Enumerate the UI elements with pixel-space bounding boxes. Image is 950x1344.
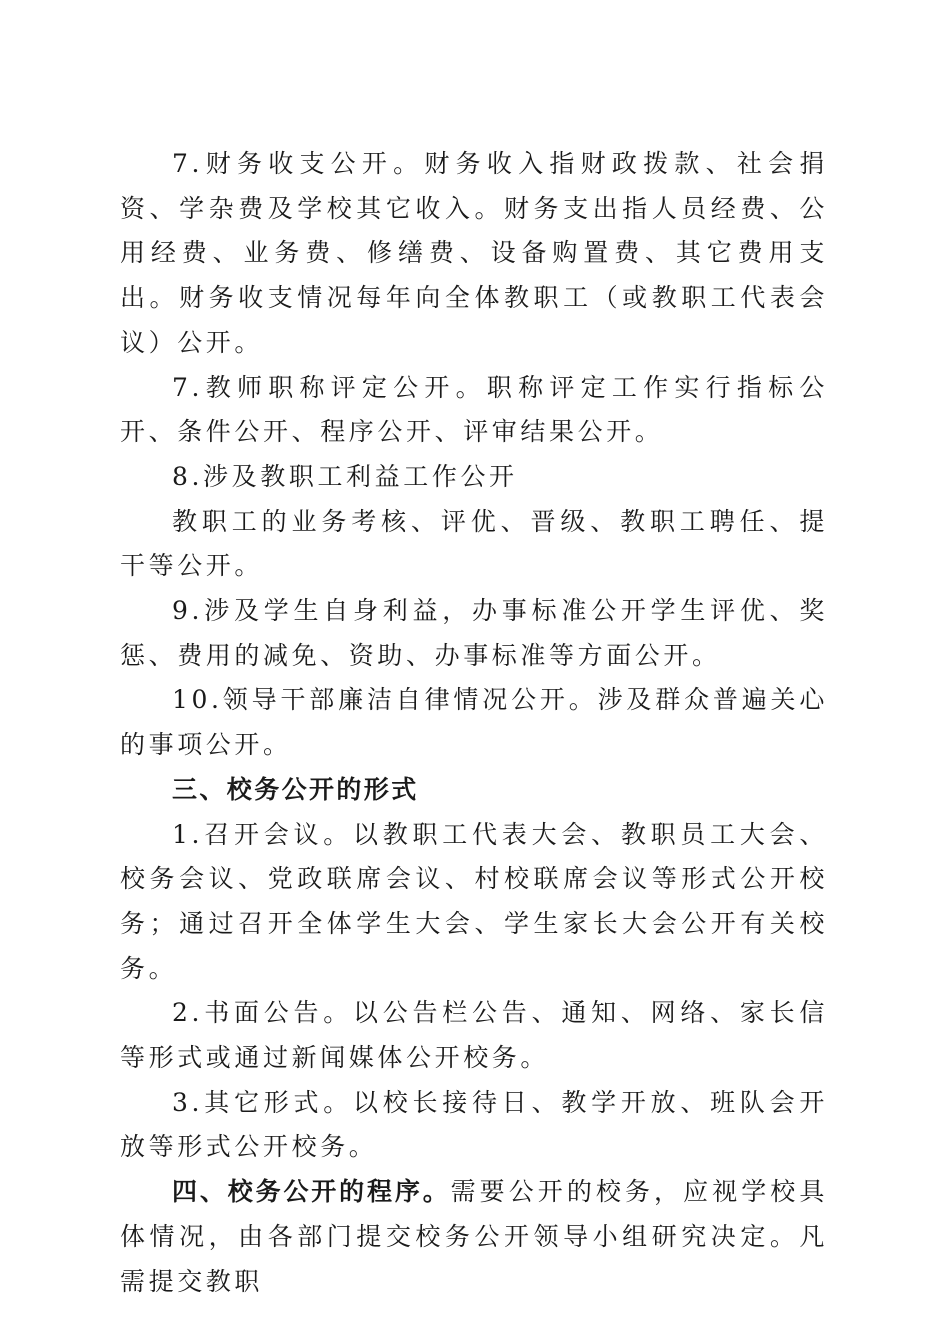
paragraph-written-notice [120, 991, 828, 1080]
paragraph-procedure [120, 1170, 828, 1304]
paragraph-other-forms [120, 1081, 828, 1170]
section-heading-forms [120, 768, 828, 813]
paragraph-title-evaluation [120, 366, 828, 455]
paragraph-meetings [120, 813, 828, 992]
paragraph-leadership-integrity [120, 678, 828, 767]
paragraph-financial-disclosure [120, 142, 828, 366]
paragraph-staff-interests-body [120, 500, 828, 589]
section-heading-procedure: 四、校务公开的程序。 [172, 1177, 451, 1207]
paragraph-staff-interests-title [120, 455, 828, 500]
paragraph-text: 7.教师职称评定公开。职称评定工作实行指标公开、条件公开、程序公开、评审结果公开。 [120, 372, 828, 447]
paragraph-text: 9.涉及学生自身利益，办事标准公开学生评优、奖惩、费用的减免、资助、办事标准等方面公开。 [120, 596, 828, 670]
paragraph-student-interests [120, 589, 828, 678]
document-body [120, 142, 828, 1304]
heading-text: 三、校务公开的形式 [172, 774, 419, 804]
paragraph-text: 10.领导干部廉洁自律情况公开。涉及群众普遍关心的事项公开。 [120, 685, 828, 760]
paragraph-text: 7.财务收支公开。财务收入指财政拨款、社会捐资、学杂费及学校其它收入。财务支出指人员经费、公用经费、业务费、修缮费、设备购置费、其它费用支出。财务收支情况每年向全体教职工（或教职工代表会议）公开。 [120, 149, 828, 357]
paragraph-text: 1.召开会议。以教职工代表大会、教职员工大会、校务会议、党政联席会议、村校联席会议等形式公开校务；通过召开全体学生大会、学生家长大会公开有关校务。 [120, 819, 828, 983]
paragraph-text: 3.其它形式。以校长接待日、教学开放、班队会开放等形式公开校务。 [120, 1087, 828, 1162]
paragraph-text: 需要公开的校务，应视学校具体情况，由各部门提交校务公开领导小组研究决定。凡需提交教职 [120, 1177, 828, 1296]
paragraph-text: 2.书面公告。以公告栏公告、通知、网络、家长信等形式或通过新闻媒体公开校务。 [120, 998, 828, 1073]
paragraph-text: 8.涉及教职工利益工作公开 [172, 461, 518, 491]
paragraph-text: 教职工的业务考核、评优、晋级、教职工聘任、提干等公开。 [120, 506, 828, 581]
